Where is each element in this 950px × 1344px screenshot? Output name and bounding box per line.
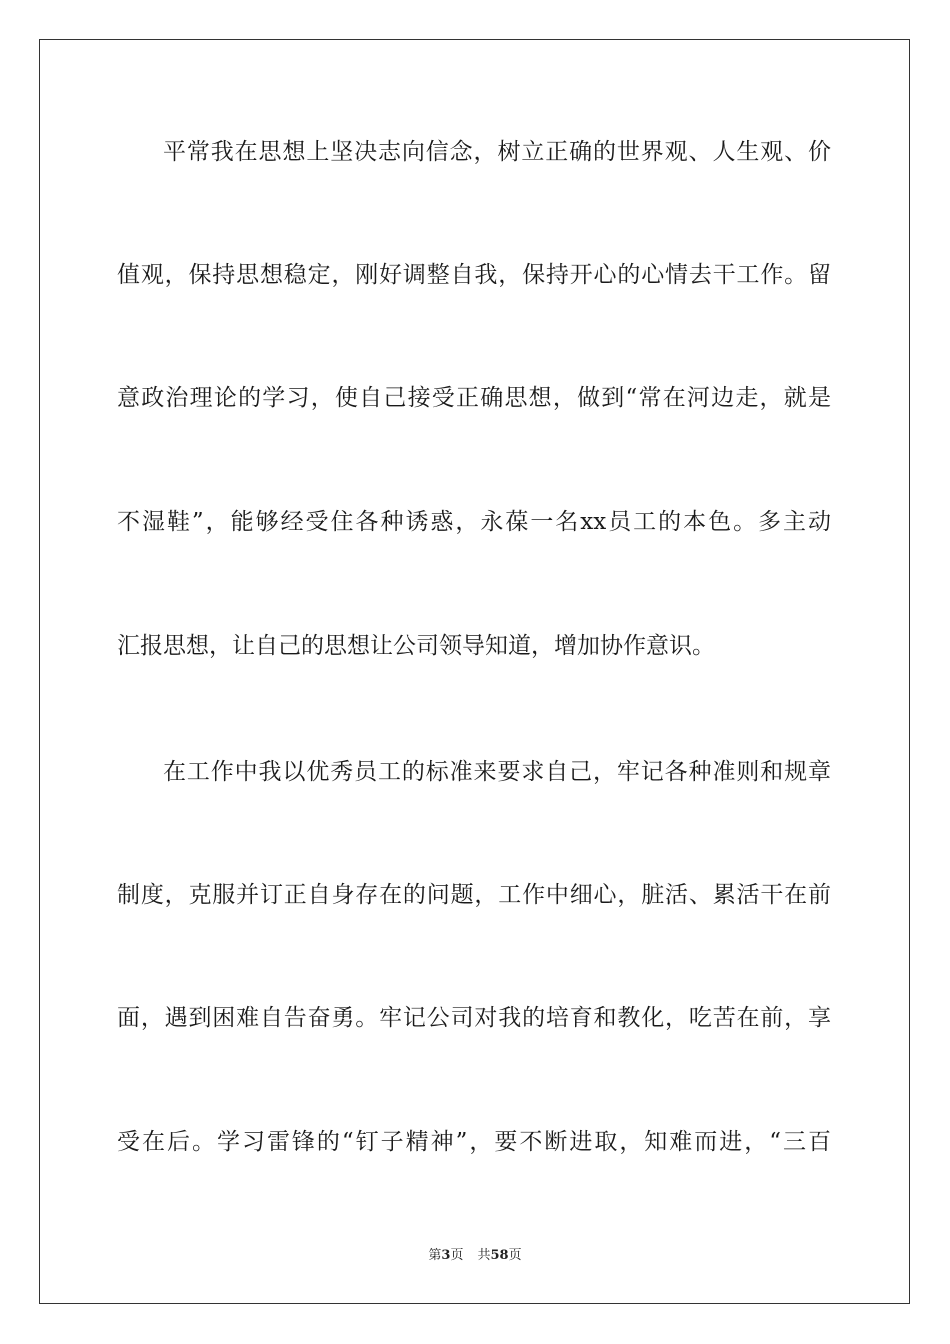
footer-page-number: 3 xyxy=(441,1248,451,1263)
paragraph-2-line-3: 面，遇到困难自告奋勇。牢记公司对我的培育和教化，吃苦在前，享 xyxy=(117,1005,831,1031)
footer-page-prefix: 第 xyxy=(428,1248,442,1263)
footer-total-prefix: 共 xyxy=(477,1248,491,1263)
footer-page-suffix: 页 xyxy=(450,1248,464,1263)
paragraph-1-line-2: 值观，保持思想稳定，刚好调整自我，保持开心的心情去干工作。留 xyxy=(117,262,831,288)
paragraph-1-line-4: 不湿鞋”，能够经受住各种诱惑，永葆一名xx员工的本色。多主动 xyxy=(117,509,831,535)
paragraph-2-line-2: 制度，克服并订正自身存在的问题，工作中细心，脏活、累活干在前 xyxy=(117,882,831,908)
paragraph-2-line-1: 在工作中我以优秀员工的标准来要求自己，牢记各种准则和规章 xyxy=(163,759,831,785)
footer-total-suffix: 页 xyxy=(508,1248,522,1263)
paragraph-1-line-5: 汇报思想，让自己的思想让公司领导知道，增加协作意识。 xyxy=(117,633,715,659)
page-border xyxy=(39,39,910,1304)
paragraph-1-line-3: 意政治理论的学习，使自己接受正确思想，做到“常在河边走，就是 xyxy=(117,385,831,411)
paragraph-1-line-1: 平常我在思想上坚决志向信念，树立正确的世界观、人生观、价 xyxy=(163,139,831,165)
footer-total-pages: 58 xyxy=(490,1248,509,1263)
page-footer xyxy=(0,1247,950,1265)
paragraph-2-line-4: 受在后。学习雷锋的“钉子精神”，要不断进取，知难而进，“三百 xyxy=(117,1129,831,1155)
